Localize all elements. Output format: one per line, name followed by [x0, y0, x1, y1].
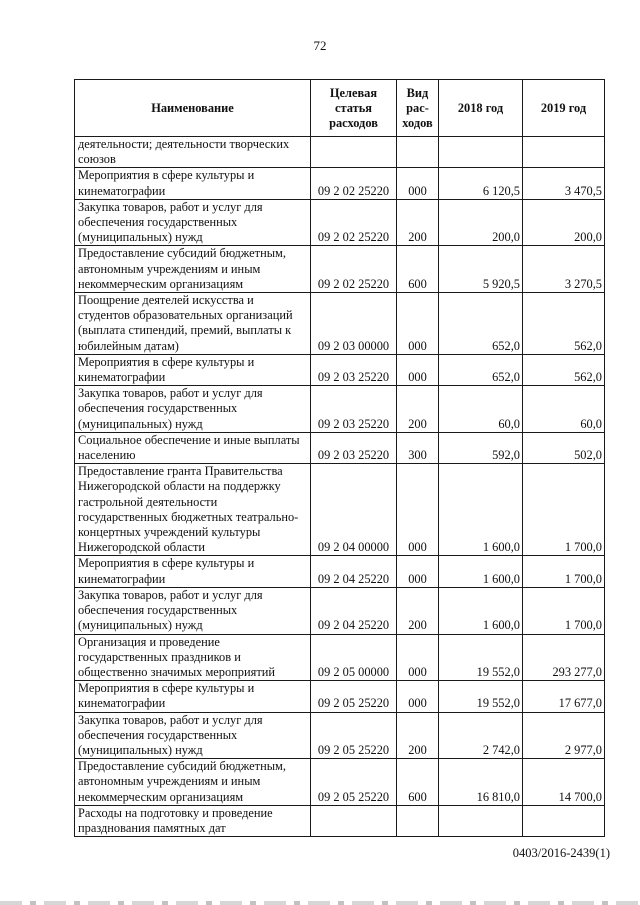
cell-target-code: 09 2 05 00000: [311, 634, 397, 681]
cell-expense-kind: 000: [397, 293, 439, 355]
cell-year-2019: 3 270,5: [523, 246, 605, 293]
header-name: Наименование: [75, 80, 311, 137]
table-row: [75, 199, 605, 246]
cell-expense-kind: 000: [397, 556, 439, 587]
cell-year-2019: 1 700,0: [523, 464, 605, 556]
cell-name: Предоставление гранта Правительства Нижегородской области на поддержку гастрольной деятельности государственных бюджетных театрально-концертных учреждений культуры Нижегородской области: [75, 464, 311, 556]
cell-name: Организация и проведение государственных праздников и общественно значимых мероприятий: [75, 634, 311, 681]
cell-year-2018: 1 600,0: [439, 556, 523, 587]
cell-target-code: 09 2 03 25220: [311, 354, 397, 385]
cell-year-2019: 14 700,0: [523, 759, 605, 806]
table-row: [75, 681, 605, 712]
cell-name: Закупка товаров, работ и услуг для обеспечения государственных (муниципальных) нужд: [75, 199, 311, 246]
table-row: [75, 386, 605, 433]
table-row: [75, 634, 605, 681]
table-row: [75, 759, 605, 806]
cell-expense-kind: [397, 137, 439, 168]
table-row: [75, 464, 605, 556]
cell-year-2018: 652,0: [439, 293, 523, 355]
cell-year-2018: 1 600,0: [439, 464, 523, 556]
cell-target-code: 09 2 05 25220: [311, 759, 397, 806]
table-row: [75, 246, 605, 293]
cell-year-2018: 2 742,0: [439, 712, 523, 759]
table-row: [75, 293, 605, 355]
table-row: [75, 712, 605, 759]
cell-name: Поощрение деятелей искусства и студентов образовательных организаций (выплата стипендий, премий, выплаты к юбилейным датам): [75, 293, 311, 355]
cell-target-code: 09 2 04 25220: [311, 556, 397, 587]
table-row: [75, 168, 605, 199]
cell-year-2018: 6 120,5: [439, 168, 523, 199]
cell-year-2019: 3 470,5: [523, 168, 605, 199]
cell-year-2019: 1 700,0: [523, 587, 605, 634]
cell-year-2019: 562,0: [523, 354, 605, 385]
cell-year-2018: 19 552,0: [439, 681, 523, 712]
cell-name: деятельности; деятельности творческих союзов: [75, 137, 311, 168]
cell-name: Расходы на подготовку и проведение празднования памятных дат: [75, 805, 311, 836]
cell-expense-kind: 000: [397, 634, 439, 681]
page-number: 72: [313, 38, 327, 53]
table-row: [75, 587, 605, 634]
cell-name: Мероприятия в сфере культуры и кинематографии: [75, 556, 311, 587]
cell-name: Предоставление субсидий бюджетным, автономным учреждениям и иным некоммерческим организациям: [75, 246, 311, 293]
cell-target-code: 09 2 03 25220: [311, 386, 397, 433]
table-row: [75, 137, 605, 168]
cell-name: Предоставление субсидий бюджетным, автономным учреждениям и иным некоммерческим организациям: [75, 759, 311, 806]
cell-target-code: 09 2 05 25220: [311, 712, 397, 759]
header-expense-kind: Вид рас-ходов: [397, 80, 439, 137]
cell-year-2018: 16 810,0: [439, 759, 523, 806]
cell-name: Мероприятия в сфере культуры и кинематографии: [75, 681, 311, 712]
cell-year-2019: [523, 137, 605, 168]
table-row: [75, 432, 605, 463]
cell-expense-kind: 200: [397, 199, 439, 246]
table-row: [75, 805, 605, 836]
cell-year-2019: 200,0: [523, 199, 605, 246]
table-row: [75, 354, 605, 385]
cell-target-code: 09 2 02 25220: [311, 199, 397, 246]
cell-year-2019: 1 700,0: [523, 556, 605, 587]
cell-target-code: [311, 137, 397, 168]
cell-expense-kind: 000: [397, 354, 439, 385]
cell-name: Мероприятия в сфере культуры и кинематографии: [75, 354, 311, 385]
cell-target-code: 09 2 05 25220: [311, 681, 397, 712]
cell-expense-kind: 200: [397, 587, 439, 634]
header-year-2018: 2018 год: [439, 80, 523, 137]
cell-target-code: 09 2 02 25220: [311, 168, 397, 199]
scan-edge-artifact: [0, 901, 640, 905]
cell-name: Закупка товаров, работ и услуг для обеспечения государственных (муниципальных) нужд: [75, 587, 311, 634]
cell-target-code: [311, 805, 397, 836]
cell-name: Мероприятия в сфере культуры и кинематографии: [75, 168, 311, 199]
cell-target-code: 09 2 03 25220: [311, 432, 397, 463]
cell-year-2018: 652,0: [439, 354, 523, 385]
cell-expense-kind: 600: [397, 246, 439, 293]
cell-year-2019: 502,0: [523, 432, 605, 463]
cell-expense-kind: 000: [397, 464, 439, 556]
cell-year-2018: [439, 137, 523, 168]
cell-year-2019: 562,0: [523, 293, 605, 355]
cell-name: Закупка товаров, работ и услуг для обеспечения государственных (муниципальных) нужд: [75, 712, 311, 759]
cell-target-code: 09 2 02 25220: [311, 246, 397, 293]
cell-target-code: 09 2 04 25220: [311, 587, 397, 634]
cell-year-2019: 2 977,0: [523, 712, 605, 759]
cell-expense-kind: 600: [397, 759, 439, 806]
cell-name: Закупка товаров, работ и услуг для обеспечения государственных (муниципальных) нужд: [75, 386, 311, 433]
cell-year-2018: 60,0: [439, 386, 523, 433]
cell-year-2018: 200,0: [439, 199, 523, 246]
cell-year-2018: 592,0: [439, 432, 523, 463]
cell-name: Социальное обеспечение и иные выплаты населению: [75, 432, 311, 463]
table-header-row: [75, 80, 605, 137]
budget-table: [74, 79, 605, 837]
cell-year-2018: 19 552,0: [439, 634, 523, 681]
table-body: [75, 137, 605, 837]
cell-year-2019: [523, 805, 605, 836]
header-target-code: Целевая статья расходов: [311, 80, 397, 137]
table-row: [75, 556, 605, 587]
cell-target-code: 09 2 03 00000: [311, 293, 397, 355]
cell-expense-kind: 200: [397, 386, 439, 433]
cell-expense-kind: 300: [397, 432, 439, 463]
cell-expense-kind: [397, 805, 439, 836]
cell-expense-kind: 200: [397, 712, 439, 759]
document-code: 0403/2016-2439(1): [512, 846, 610, 860]
cell-year-2019: 293 277,0: [523, 634, 605, 681]
cell-year-2018: [439, 805, 523, 836]
cell-target-code: 09 2 04 00000: [311, 464, 397, 556]
cell-expense-kind: 000: [397, 681, 439, 712]
cell-year-2019: 60,0: [523, 386, 605, 433]
cell-year-2019: 17 677,0: [523, 681, 605, 712]
cell-expense-kind: 000: [397, 168, 439, 199]
cell-year-2018: 5 920,5: [439, 246, 523, 293]
cell-year-2018: 1 600,0: [439, 587, 523, 634]
header-year-2019: 2019 год: [523, 80, 605, 137]
